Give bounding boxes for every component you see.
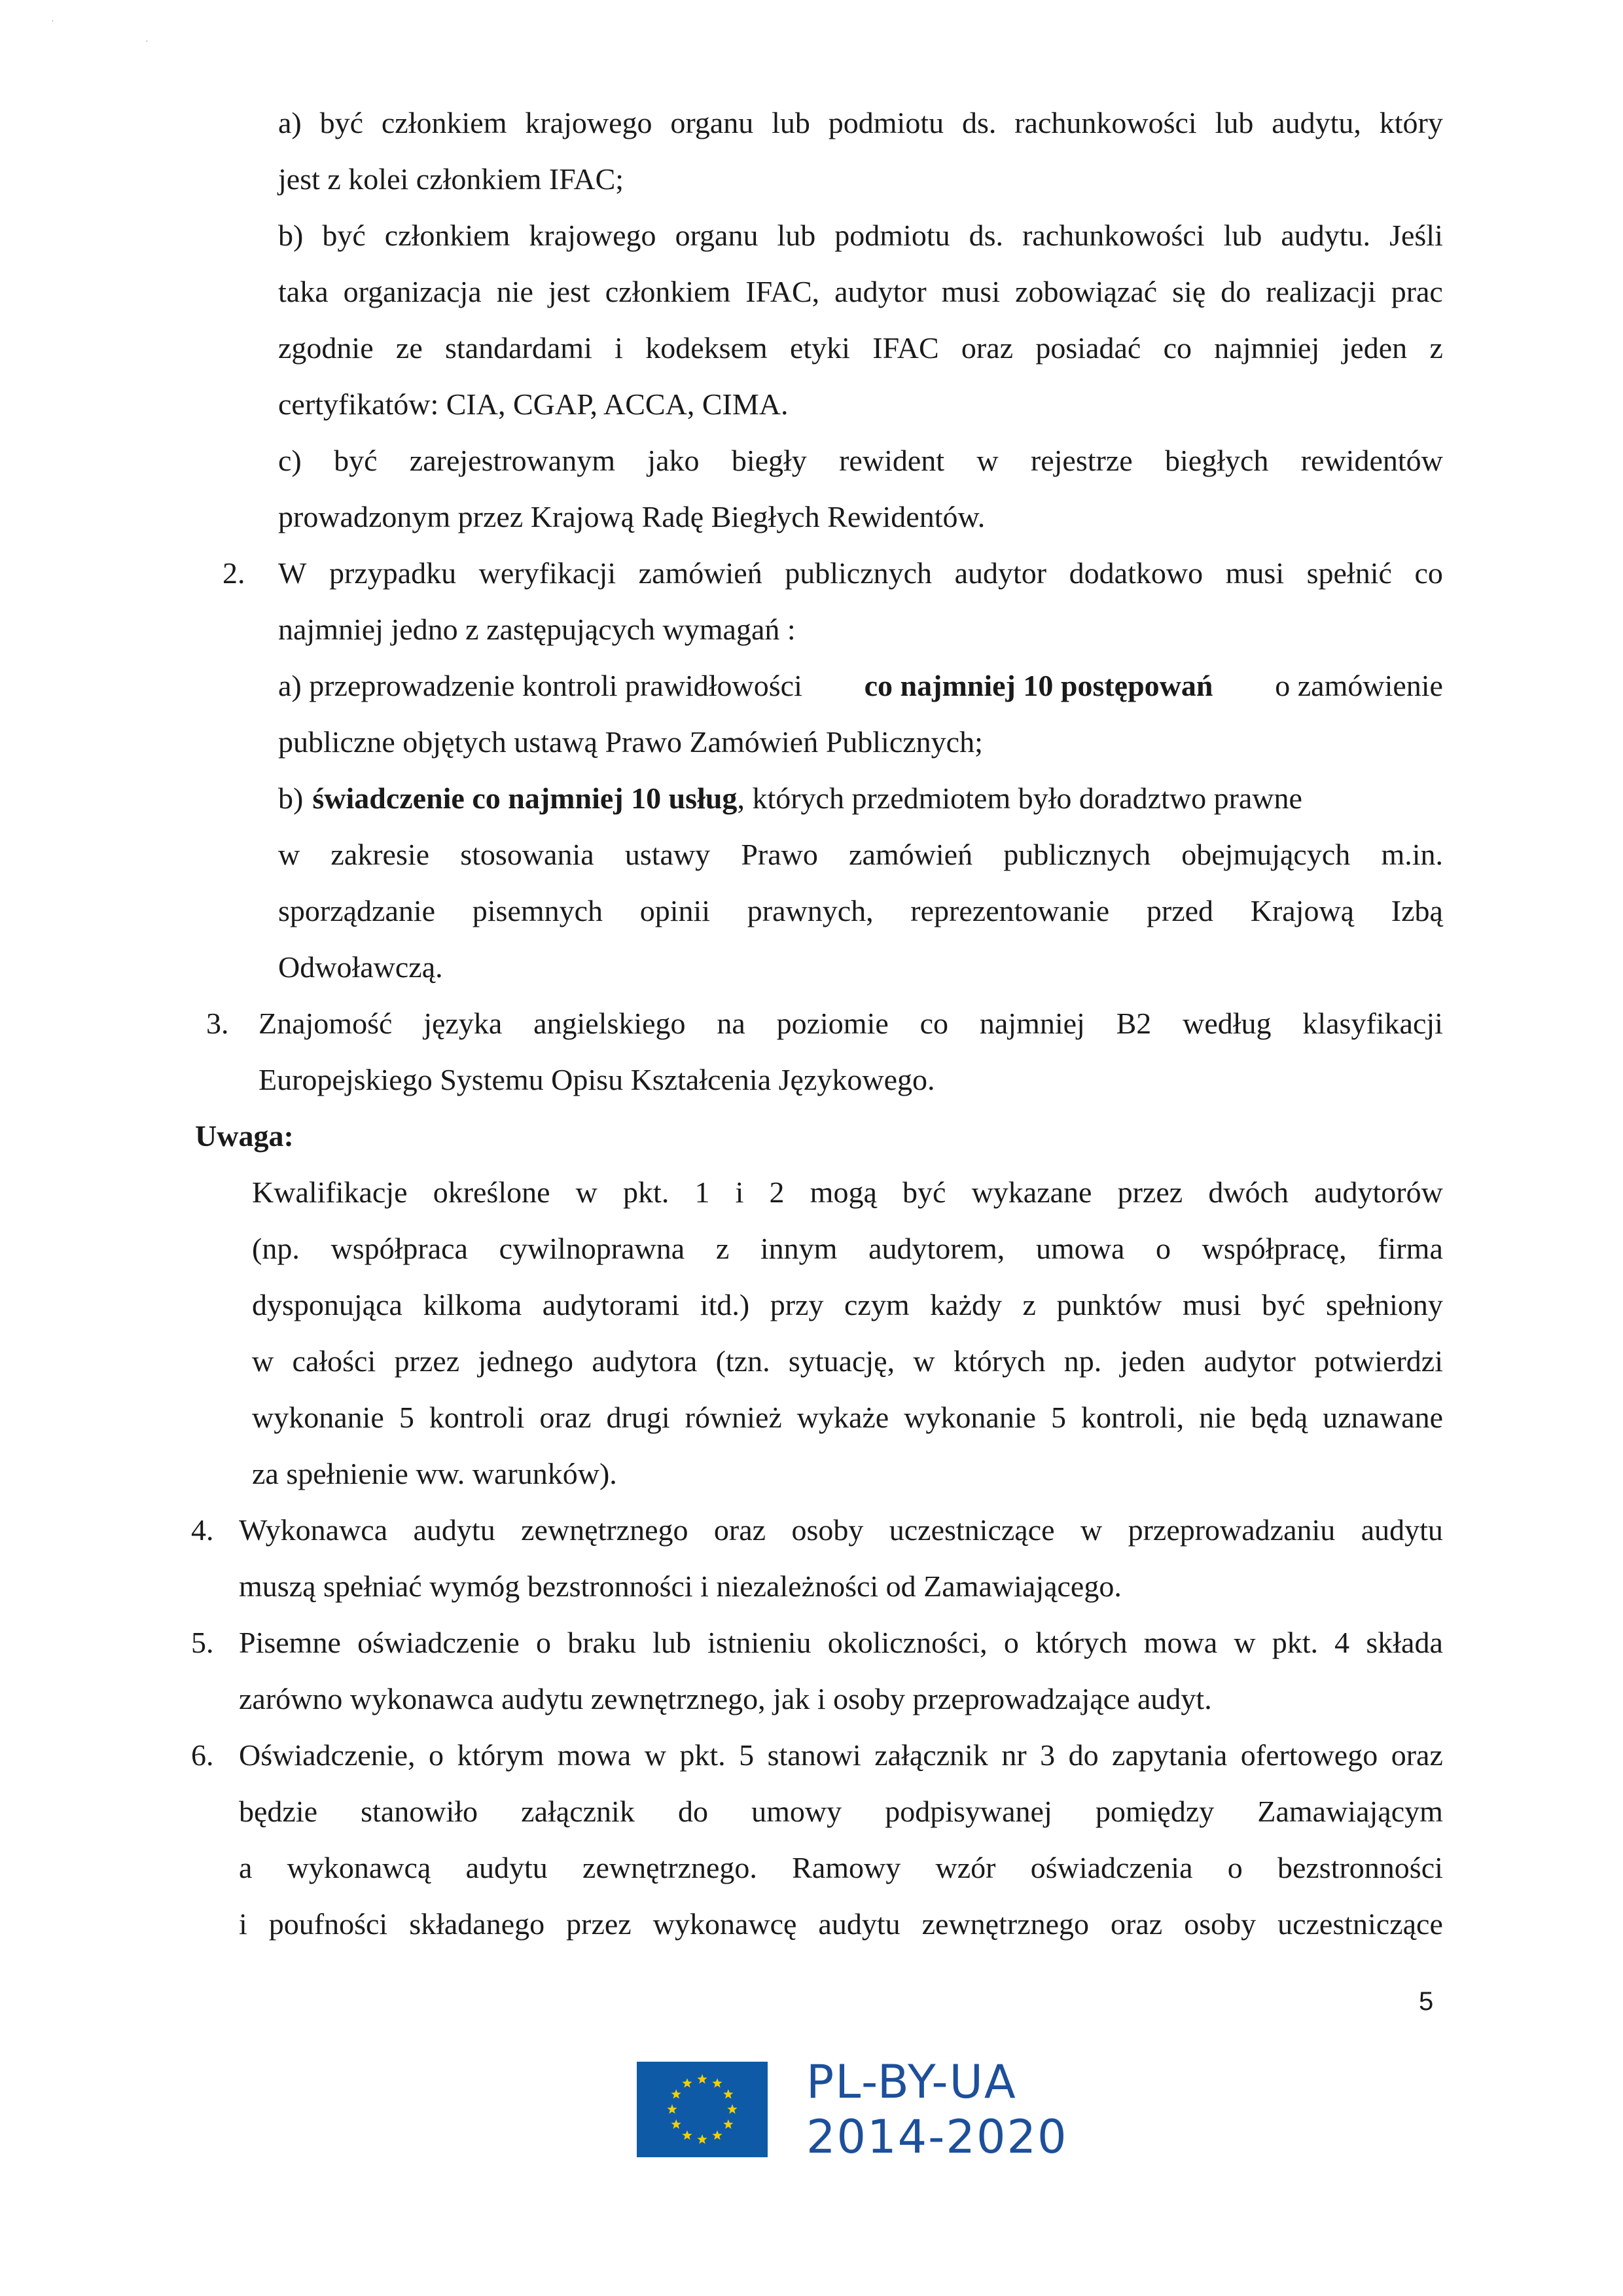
word: członkiem [384, 219, 510, 252]
word: pomiędzy [1095, 1795, 1215, 1828]
word: audytor [834, 275, 927, 308]
star-icon [667, 2104, 677, 2114]
word: weryfikacji [478, 556, 616, 590]
word: punktów [1056, 1288, 1162, 1321]
list-number: 6. [191, 1738, 214, 1772]
word: członkiem [605, 275, 731, 308]
word: rewidentów [1300, 444, 1443, 477]
word: organu [675, 219, 758, 252]
word: prac [1391, 275, 1443, 308]
word: być [322, 219, 366, 252]
word: istnieniu [707, 1626, 812, 1659]
word: mogą [810, 1175, 877, 1209]
word: być [902, 1175, 946, 1209]
word: w [976, 444, 999, 477]
word: musi [1225, 556, 1285, 590]
word: kontroli, [1080, 1401, 1185, 1434]
list-number: 4. [191, 1513, 214, 1547]
word: określone [433, 1175, 550, 1209]
text-line [278, 103, 1443, 143]
word: członkiem [381, 106, 507, 139]
word: o [1227, 1851, 1243, 1884]
word: poziomie [776, 1007, 889, 1040]
word: osoby [1184, 1907, 1257, 1941]
word: pisemnych [472, 894, 603, 927]
word: co [1163, 331, 1192, 365]
word: (np. [252, 1232, 300, 1265]
text-line [252, 1229, 1443, 1268]
word: ustawy [624, 838, 711, 871]
text-line [239, 1792, 1443, 1831]
word: z [715, 1232, 730, 1265]
word: na [717, 1007, 745, 1040]
word: audytor [1204, 1344, 1296, 1378]
word: pkt. [1272, 1626, 1318, 1659]
bold-text: świadczenie co najmniej 10 usług [312, 781, 738, 815]
word: stosowania [460, 838, 594, 871]
word: w [1234, 1626, 1256, 1659]
word: zapytania [1112, 1738, 1228, 1772]
text-line [278, 891, 1443, 931]
eu-flag-stars [637, 2062, 768, 2157]
word: z [1429, 331, 1443, 365]
word: W [278, 556, 307, 590]
word: IFAC, [745, 275, 820, 308]
text-line: publiczne objętych ustawą Prawo Zamówień Publicznych; [278, 725, 983, 759]
word: Krajową [1250, 894, 1355, 927]
word: oraz [1391, 1738, 1443, 1772]
word: braku [567, 1626, 636, 1659]
scan-artifact: ˈ [51, 18, 54, 29]
bold-text: co najmniej 10 postępowań [864, 669, 1213, 702]
word: lub [1215, 106, 1254, 139]
scan-artifact: ˌ [145, 31, 149, 42]
word: lub [652, 1626, 691, 1659]
star-icon [671, 2089, 681, 2099]
word: audytorami [542, 1288, 680, 1321]
word: (tzn. [715, 1344, 770, 1378]
word: jeden [1342, 331, 1408, 365]
word: potwierdzi [1314, 1344, 1443, 1378]
word: pkt. [679, 1738, 726, 1772]
word: krajowego [529, 219, 656, 252]
word: audytorem, [868, 1232, 1005, 1265]
word: spełnić [1306, 556, 1392, 590]
word: o [1156, 1232, 1171, 1265]
word: mowa [1143, 1626, 1218, 1659]
word: ds. [961, 106, 997, 139]
word: organu [670, 106, 754, 139]
word: Ramowy [792, 1851, 901, 1884]
word: dysponująca [252, 1288, 402, 1321]
word: jest [548, 275, 590, 308]
word: wykazane [971, 1175, 1092, 1209]
star-icon [682, 2078, 692, 2087]
word: przed [1146, 894, 1214, 927]
word: języka [423, 1007, 503, 1040]
word: osoby [791, 1513, 864, 1547]
word: Prawo [741, 838, 818, 871]
word: o [1003, 1626, 1019, 1659]
word: oraz [539, 1401, 592, 1434]
text-run: o zamówienie [1275, 669, 1443, 702]
word: kodeksem [645, 331, 768, 365]
word: co [919, 1007, 949, 1040]
word: który [1379, 106, 1443, 139]
text-line [239, 1623, 1443, 1662]
text-line [252, 1285, 1443, 1325]
word: nie [1199, 1401, 1236, 1434]
word: klasyfikacji [1302, 1007, 1443, 1040]
text-run: b) [278, 781, 304, 815]
list-number: 3. [206, 1007, 229, 1040]
list-number: 5. [191, 1626, 214, 1659]
word: kilkoma [423, 1288, 522, 1321]
word: w [913, 1344, 935, 1378]
word: audytu. [1281, 219, 1371, 252]
text-line: jest z kolei członkiem IFAC; [278, 162, 624, 196]
word: 2 [769, 1175, 785, 1209]
word: być [334, 444, 378, 477]
star-icon [671, 2119, 681, 2129]
word: przez [394, 1344, 460, 1378]
text-line: certyfikatów: CIA, CGAP, ACCA, CIMA. [278, 387, 789, 421]
word: audytora [592, 1344, 698, 1378]
word: Oświadczenie, [239, 1738, 416, 1772]
text-line [278, 441, 1443, 480]
word: audytu [465, 1851, 548, 1884]
text-line: zarówno wykonawca audytu zewnętrznego, jak i osoby przeprowadzające audyt. [239, 1682, 1212, 1715]
word: Jeśli [1389, 219, 1443, 252]
word: rejestrze [1030, 444, 1133, 477]
word: współpracę, [1202, 1232, 1347, 1265]
word: jeden [1120, 1344, 1186, 1378]
word: publicznych [785, 556, 933, 590]
word: cywilnoprawna [499, 1232, 685, 1265]
word: audytorów [1314, 1175, 1443, 1209]
word: np. [1063, 1344, 1102, 1378]
word: bezstronności [1277, 1851, 1443, 1884]
word: być [319, 106, 364, 139]
word: zakresie [330, 838, 430, 871]
word: Wykonawca [239, 1513, 388, 1547]
word: stanowiło [361, 1795, 478, 1828]
word: wykonawcę [652, 1907, 797, 1941]
text-line: Europejskiego Systemu Opisu Kształcenia Językowego. [259, 1063, 935, 1096]
word: do [1068, 1738, 1099, 1772]
note-heading: Uwaga: [195, 1119, 294, 1153]
text-line [252, 1173, 1443, 1212]
word: zamówień [638, 556, 762, 590]
word: rachunkowości [1022, 219, 1205, 252]
word: o [428, 1738, 444, 1772]
word: w [278, 838, 300, 871]
text-line [239, 1736, 1443, 1775]
word: IFAC [872, 331, 939, 365]
word: przy [770, 1288, 824, 1321]
text-line [278, 779, 1443, 818]
text-line [278, 835, 1443, 874]
word: i [615, 331, 623, 365]
word: rachunkowości [1014, 106, 1197, 139]
word: i [735, 1175, 744, 1209]
word: audytu, [1272, 106, 1361, 139]
word: audytu [413, 1513, 495, 1547]
word: Kwalifikacje [252, 1175, 408, 1209]
text-line [278, 272, 1443, 312]
star-icon [712, 2130, 722, 2140]
word: prawnych, [747, 894, 874, 927]
text-line: za spełnienie ww. warunków). [252, 1457, 617, 1490]
word: standardami [445, 331, 592, 365]
word: z [1022, 1288, 1036, 1321]
word: drugi [606, 1401, 670, 1434]
word: lub [777, 219, 816, 252]
word: być [1262, 1288, 1306, 1321]
word: realizacji [1266, 275, 1376, 308]
word: 1 [694, 1175, 710, 1209]
word: przez [1117, 1175, 1183, 1209]
word: jednego [478, 1344, 574, 1378]
word: biegły [731, 444, 807, 477]
text-line: najmniej jedno z zastępujących wymagań : [278, 613, 796, 646]
word: którym [457, 1738, 544, 1772]
program-years: 2014-2020 [806, 2110, 1068, 2164]
word: załącznik [521, 1795, 635, 1828]
word: w [575, 1175, 597, 1209]
word: angielskiego [533, 1007, 686, 1040]
text-line [259, 1004, 1443, 1043]
word: zamówień [849, 838, 973, 871]
word: składanego [409, 1907, 545, 1941]
word: biegłych [1165, 444, 1269, 477]
word: audytu [1361, 1513, 1443, 1547]
word: spełniony [1325, 1288, 1443, 1321]
text-line [278, 329, 1443, 368]
word: lub [772, 106, 810, 139]
word: taka [278, 275, 329, 308]
word: oświadczenia [1030, 1851, 1193, 1884]
word: okoliczności, [827, 1626, 988, 1659]
word: czym [844, 1288, 910, 1321]
word: się [1172, 275, 1206, 308]
word: firma [1378, 1232, 1443, 1265]
word: kontroli [429, 1401, 525, 1434]
word: m.in. [1381, 838, 1443, 871]
word: 5 [399, 1401, 414, 1434]
word: b) [278, 219, 304, 252]
text-run: , których przedmiotem było doradztwo prawne [737, 781, 1302, 815]
eu-flag-icon [637, 2062, 768, 2157]
word: przez [566, 1907, 632, 1941]
word: 5 [739, 1738, 755, 1772]
text-line: Odwoławczą. [278, 950, 443, 984]
word: 3 [1040, 1738, 1056, 1772]
word: sytuację, [788, 1344, 895, 1378]
word: itd.) [700, 1288, 750, 1321]
text-line: muszą spełniać wymóg bezstronności i niezależności od Zamawiającego. [239, 1570, 1122, 1603]
word: wykonawcą [287, 1851, 431, 1884]
word: według [1183, 1007, 1272, 1040]
text-line [239, 1848, 1443, 1888]
word: organizacja [343, 275, 482, 308]
word: zarejestrowanym [409, 444, 615, 477]
word: wykaże [796, 1401, 889, 1434]
word: zobowiązać [1015, 275, 1158, 308]
word: jako [647, 444, 700, 477]
word: wzór [935, 1851, 996, 1884]
word: zewnętrznego [521, 1513, 688, 1547]
word: reprezentowanie [910, 894, 1110, 927]
text-line [239, 1511, 1443, 1550]
word: będą [1251, 1401, 1308, 1434]
word: załącznik [874, 1738, 988, 1772]
text-line [278, 216, 1443, 255]
word: opinii [639, 894, 711, 927]
page-number: 5 [1419, 1987, 1434, 2016]
word: podmiotu [828, 106, 944, 139]
word: również [685, 1401, 782, 1434]
word: zewnętrznego [921, 1907, 1090, 1941]
word: uznawane [1323, 1401, 1443, 1434]
word: dodatkowo [1069, 556, 1204, 590]
word: każdy [930, 1288, 1002, 1321]
word: rewident [839, 444, 945, 477]
word: ofertowego [1240, 1738, 1378, 1772]
word: wykonanie [904, 1401, 1037, 1434]
word: 5 [1051, 1401, 1067, 1434]
word: dwóch [1208, 1175, 1289, 1209]
word: których [953, 1344, 1046, 1378]
word: i [239, 1907, 247, 1941]
word: oraz [1111, 1907, 1163, 1941]
text-line [252, 1398, 1443, 1437]
word: 4 [1334, 1626, 1350, 1659]
word: umowy [751, 1795, 842, 1828]
word: w [644, 1738, 666, 1772]
word: w [252, 1344, 274, 1378]
word: c) [278, 444, 302, 477]
text-line: prowadzonym przez Krajową Radę Biegłych Rewidentów. [278, 500, 986, 533]
word: musi [1183, 1288, 1241, 1321]
word: uczestniczące [1277, 1907, 1443, 1941]
word: przeprowadzaniu [1128, 1513, 1336, 1547]
star-icon [723, 2119, 733, 2129]
word: całości [292, 1344, 376, 1378]
word: krajowego [525, 106, 652, 139]
star-icon [727, 2104, 737, 2114]
word: najmniej [1214, 331, 1320, 365]
word: B2 [1116, 1007, 1152, 1040]
text-line [239, 1905, 1443, 1944]
word: najmniej [979, 1007, 1085, 1040]
list-number: 2. [223, 556, 245, 590]
word: nr [1001, 1738, 1027, 1772]
word: przypadku [329, 556, 457, 590]
word: mowa [557, 1738, 632, 1772]
word: poufności [268, 1907, 388, 1941]
star-icon [712, 2078, 722, 2087]
text-run: a) przeprowadzenie kontroli prawidłowości [278, 669, 802, 702]
word: Izbą [1391, 894, 1443, 927]
word: innym [760, 1232, 838, 1265]
word: w [1080, 1513, 1103, 1547]
word: a [239, 1851, 253, 1884]
word: podmiotu [834, 219, 950, 252]
word: Pisemne [239, 1626, 341, 1659]
word: publicznych [1003, 838, 1151, 871]
word: a) [278, 106, 302, 139]
word: składa [1366, 1626, 1443, 1659]
word: audytu [818, 1907, 901, 1941]
text-line [278, 666, 1443, 706]
word: Zamawiającym [1257, 1795, 1443, 1828]
text-line [278, 554, 1443, 593]
word: lub [1223, 219, 1262, 252]
word: których [1035, 1626, 1128, 1659]
word: zewnętrznego. [582, 1851, 757, 1884]
word: posiadać [1035, 331, 1141, 365]
word: współpraca [330, 1232, 468, 1265]
word: uczestniczące [889, 1513, 1055, 1547]
word: do [1221, 275, 1251, 308]
word: etyki [789, 331, 850, 365]
word: co [1414, 556, 1443, 590]
word: pkt. [623, 1175, 669, 1209]
star-icon [697, 2134, 707, 2144]
word: sporządzanie [278, 894, 436, 927]
word: ze [395, 331, 423, 365]
word: wykonanie [252, 1401, 384, 1434]
star-icon [682, 2130, 692, 2140]
word: audytor [954, 556, 1047, 590]
word: o [536, 1626, 552, 1659]
word: oświadczenie [357, 1626, 520, 1659]
word: stanowi [767, 1738, 861, 1772]
word: ds. [969, 219, 1004, 252]
word: oraz [713, 1513, 766, 1547]
star-icon [697, 2074, 707, 2084]
program-name: PL-BY-UA [806, 2055, 1017, 2109]
word: podpisywanej [885, 1795, 1052, 1828]
word: umowa [1035, 1232, 1125, 1265]
star-icon [723, 2089, 733, 2099]
word: Znajomość [259, 1007, 393, 1040]
word: będzie [239, 1795, 318, 1828]
word: nie [496, 275, 533, 308]
word: zgodnie [278, 331, 374, 365]
text-line [252, 1342, 1443, 1381]
word: oraz [961, 331, 1014, 365]
word: do [677, 1795, 708, 1828]
word: musi [941, 275, 1001, 308]
word: obejmujących [1181, 838, 1351, 871]
